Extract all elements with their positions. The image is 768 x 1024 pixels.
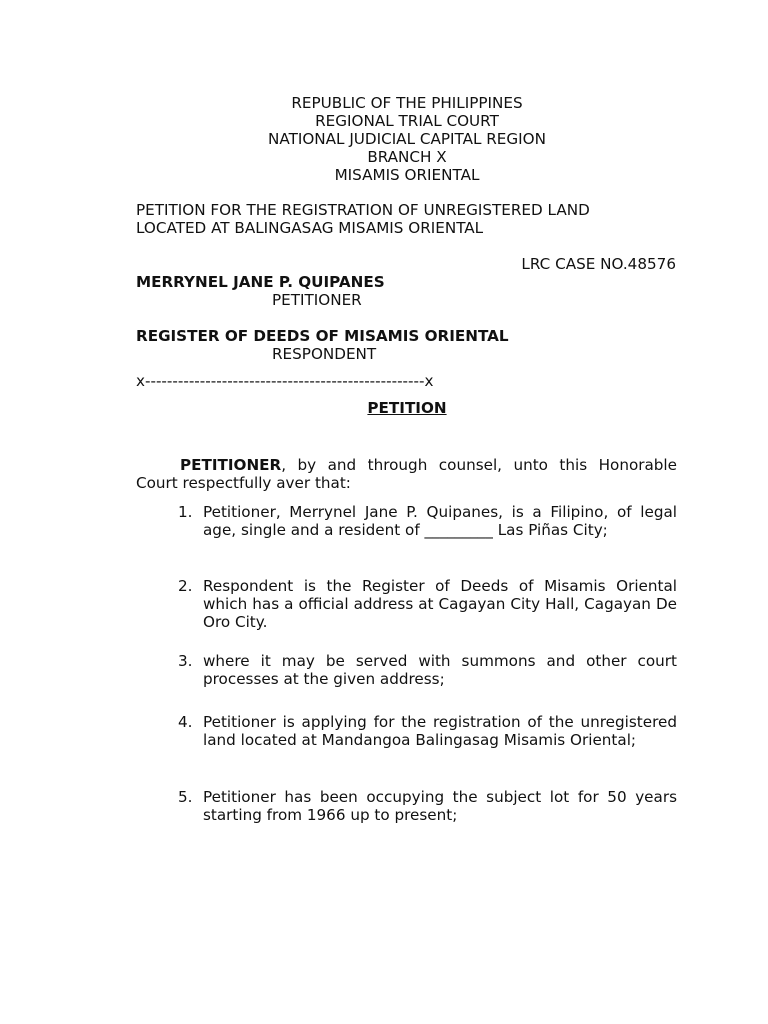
petitioner-role: PETITIONER — [272, 291, 362, 309]
header-line: MISAMIS ORIENTAL — [334, 166, 480, 184]
list-item — [178, 713, 677, 749]
list-item — [178, 577, 677, 631]
list-item-number: 4. — [178, 713, 193, 731]
respondent-name: REGISTER OF DEEDS OF MISAMIS ORIENTAL — [136, 327, 509, 345]
list-item-number: 5. — [178, 788, 193, 806]
court-header — [0, 94, 768, 184]
header-line: NATIONAL JUDICIAL CAPITAL REGION — [268, 130, 546, 148]
list-item-number: 2. — [178, 577, 193, 595]
header-line: REPUBLIC OF THE PHILIPPINES — [291, 94, 523, 112]
title-line-2: LOCATED AT BALINGASAG MISAMIS ORIENTAL — [136, 219, 484, 237]
separator-line: x---------------------------------------------------x — [136, 372, 434, 390]
petition-heading — [0, 399, 768, 417]
title-line-1: PETITION FOR THE REGISTRATION OF UNREGISTERED LAND — [136, 201, 590, 219]
petition-title — [136, 201, 681, 237]
intro-bold-lead: PETITIONER — [180, 456, 282, 474]
list-item-number: 3. — [178, 652, 193, 670]
list-item — [178, 652, 677, 688]
intro-text: , by and through counsel, unto this Honorable Court respectfully aver that: — [136, 456, 677, 492]
list-item-number: 1. — [178, 503, 193, 521]
case-number: LRC CASE NO.48576 — [521, 255, 676, 273]
list-item-text: Respondent is the Register of Deeds of Misamis Oriental which has a official address at Cagayan City Hall, Cagayan De Oro City. — [203, 577, 677, 631]
list-item — [178, 788, 677, 824]
list-item — [178, 503, 677, 539]
petitioner-name: MERRYNEL JANE P. QUIPANES — [136, 273, 385, 291]
petition-heading-text: PETITION — [367, 399, 447, 417]
list-item-text: Petitioner, Merrynel Jane P. Quipanes, is a Filipino, of legal age, single and a resident of _________ Las Piñas City; — [203, 503, 677, 539]
header-line: REGIONAL TRIAL COURT — [315, 112, 499, 130]
intro-paragraph — [136, 456, 677, 492]
list-item-text: Petitioner has been occupying the subject lot for 50 years starting from 1966 up to present; — [203, 788, 677, 824]
respondent-role: RESPONDENT — [272, 345, 377, 363]
list-item-text: Petitioner is applying for the registration of the unregistered land located at Mandangoa Balingasag Misamis Oriental; — [203, 713, 677, 749]
list-item-text: where it may be served with summons and other court processes at the given address; — [203, 652, 677, 688]
header-line: BRANCH X — [367, 148, 447, 166]
